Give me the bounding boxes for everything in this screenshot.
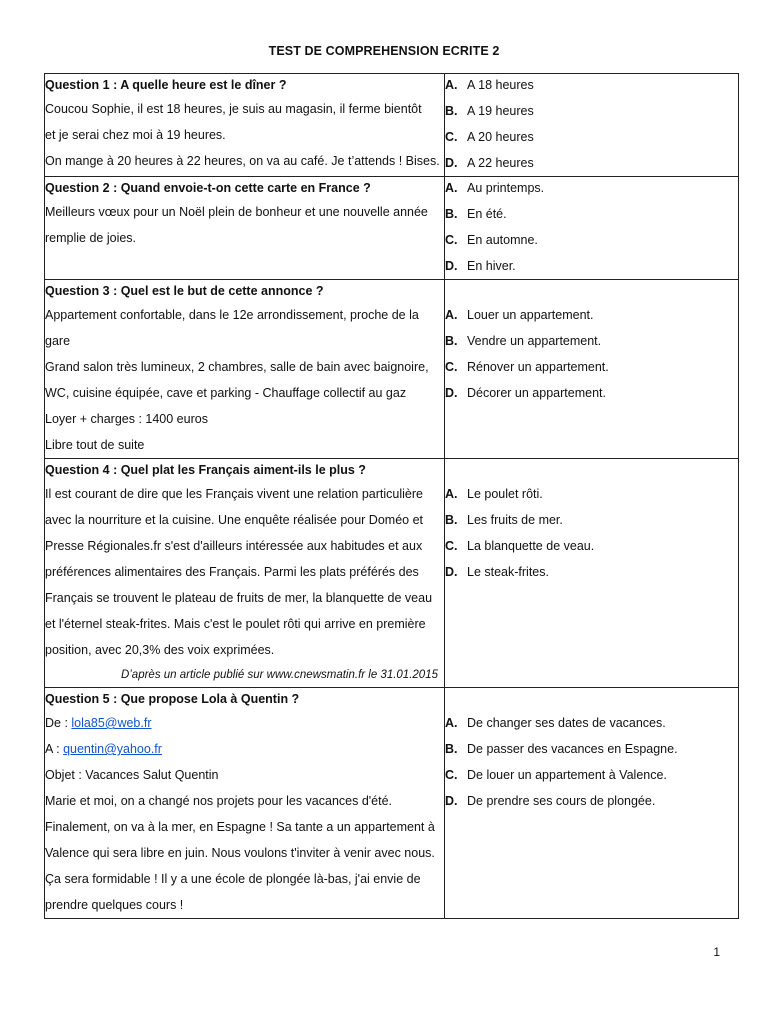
question-3-line: Grand salon très lumineux, 2 chambres, salle de bain avec baignoire, xyxy=(45,360,429,374)
option-letter: B. xyxy=(445,104,458,118)
option-letter: A. xyxy=(445,181,458,195)
question-5-line: Valence qui sera libre en juin. Nous voulons t'inviter à venir avec nous. xyxy=(45,846,435,860)
answer-option-5a[interactable] xyxy=(445,710,738,736)
option-text: Décorer un appartement. xyxy=(467,386,606,400)
question-4-line: préférences alimentaires des Français. Parmi les plats préférés des xyxy=(45,565,419,579)
question-2-options-cell xyxy=(445,177,739,280)
option-letter: C. xyxy=(445,768,458,782)
option-text: La blanquette de veau. xyxy=(467,539,595,553)
option-letter: D. xyxy=(445,259,458,273)
answer-option-3b[interactable] xyxy=(445,328,738,354)
option-letter: A. xyxy=(445,716,458,730)
question-1-line: On mange à 20 heures à 22 heures, on va au café. Je t’attends ! Bises. xyxy=(45,154,440,168)
option-letter: B. xyxy=(445,207,458,221)
email-to-label: A : xyxy=(45,742,64,756)
answer-option-4c[interactable] xyxy=(445,533,738,559)
option-letter: C. xyxy=(445,539,458,553)
option-text: Les fruits de mer. xyxy=(467,513,563,527)
page-title: TEST DE COMPREHENSION ECRITE 2 xyxy=(268,44,500,58)
option-letter: C. xyxy=(445,233,458,247)
sender-email-link[interactable]: lola85@web.fr xyxy=(71,716,152,730)
question-row-5 xyxy=(45,688,739,919)
question-1-line: Coucou Sophie, il est 18 heures, je suis au magasin, il ferme bientôt xyxy=(45,102,422,116)
question-2-line: Meilleurs vœux pour un Noël plein de bonheur et une nouvelle année xyxy=(45,205,428,219)
question-4-heading: Question 4 : Quel plat les Français aiment-ils le plus ? xyxy=(45,463,366,477)
option-letter: C. xyxy=(445,360,458,374)
question-4-line: avec la nourriture et la cuisine. Une enquête réalisée pour Doméo et xyxy=(45,513,423,527)
recipient-email-link[interactable]: quentin@yahoo.fr xyxy=(63,742,162,756)
question-4-line: position, avec 20,3% des voix exprimées. xyxy=(45,643,275,657)
option-text: Rénover un appartement. xyxy=(467,360,609,374)
option-text: A 20 heures xyxy=(467,130,534,144)
option-text: Louer un appartement. xyxy=(467,308,594,322)
question-2-heading: Question 2 : Quand envoie-t-on cette carte en France ? xyxy=(45,181,371,195)
question-4-line: Il est courant de dire que les Français vivent une relation particulière xyxy=(45,487,423,501)
answer-option-2c[interactable] xyxy=(445,227,738,253)
question-4-line: et l'éternel steak-frites. Mais c'est le poulet rôti qui arrive en première xyxy=(45,617,426,631)
option-text: De changer ses dates de vacances. xyxy=(467,716,666,730)
option-text: Le steak-frites. xyxy=(467,565,549,579)
question-5-line: Finalement, on va à la mer, en Espagne ! Sa tante a un appartement à xyxy=(45,820,435,834)
question-1-heading: Question 1 : A quelle heure est le dîner ? xyxy=(45,78,287,92)
email-to-line xyxy=(45,736,444,762)
question-5-line: Marie et moi, on a changé nos projets pour les vacances d'été. xyxy=(45,794,393,808)
option-text: A 22 heures xyxy=(467,156,534,170)
article-source: D’après un article publié sur www.cnewsmatin.fr le 31.01.2015 xyxy=(120,669,438,681)
option-letter: A. xyxy=(445,78,458,92)
question-3-line: Loyer + charges : 1400 euros xyxy=(45,412,208,426)
question-3-heading: Question 3 : Quel est le but de cette annonce ? xyxy=(45,284,324,298)
answer-option-5c[interactable] xyxy=(445,762,738,788)
question-3-line: WC, cuisine équipée, cave et parking - Chauffage collectif au gaz xyxy=(45,386,407,400)
option-letter: D. xyxy=(445,565,458,579)
question-5-text-cell xyxy=(45,688,445,919)
question-1-text-cell xyxy=(45,74,445,177)
question-1-line: et je serai chez moi à 19 heures. xyxy=(45,128,226,142)
answer-option-1c[interactable] xyxy=(445,124,738,150)
answer-option-1a[interactable] xyxy=(445,72,738,98)
question-4-text-cell xyxy=(45,459,445,688)
question-3-text-cell xyxy=(45,280,445,459)
page-number: 1 xyxy=(713,945,720,959)
option-text: De passer des vacances en Espagne. xyxy=(467,742,678,756)
answer-option-4b[interactable] xyxy=(445,507,738,533)
question-4-line: Presse Régionales.fr s'est d'ailleurs intéressée aux habitudes et aux xyxy=(45,539,423,553)
answer-option-3d[interactable] xyxy=(445,380,738,406)
option-text: Le poulet rôti. xyxy=(467,487,543,501)
option-text: A 18 heures xyxy=(467,78,534,92)
question-row-1 xyxy=(45,74,739,177)
option-letter: B. xyxy=(445,334,458,348)
option-text: De louer un appartement à Valence. xyxy=(467,768,667,782)
answer-option-4d[interactable] xyxy=(445,559,738,585)
option-letter: D. xyxy=(445,156,458,170)
option-text: Au printemps. xyxy=(467,181,545,195)
option-letter: D. xyxy=(445,794,458,808)
option-letter: C. xyxy=(445,130,458,144)
answer-option-1d[interactable] xyxy=(445,150,738,176)
option-letter: A. xyxy=(445,308,458,322)
option-text: En automne. xyxy=(467,233,538,247)
answer-option-1b[interactable] xyxy=(445,98,738,124)
option-letter: D. xyxy=(445,386,458,400)
answer-option-3c[interactable] xyxy=(445,354,738,380)
question-1-options-cell xyxy=(445,74,739,177)
option-letter: B. xyxy=(445,742,458,756)
answer-option-2d[interactable] xyxy=(445,253,738,279)
answer-option-5b[interactable] xyxy=(445,736,738,762)
answer-option-3a[interactable] xyxy=(445,302,738,328)
question-2-line: remplie de joies. xyxy=(45,231,137,245)
question-3-line: gare xyxy=(45,334,71,348)
answer-option-4a[interactable] xyxy=(445,481,738,507)
question-4-options-cell xyxy=(445,459,739,688)
option-text: Vendre un appartement. xyxy=(467,334,602,348)
question-5-line: Ça sera formidable ! Il y a une école de plongée là-bas, j'ai envie de xyxy=(45,872,421,886)
question-table xyxy=(44,73,739,919)
option-text: En été. xyxy=(467,207,507,221)
option-text: De prendre ses cours de plongée. xyxy=(467,794,656,808)
question-5-heading: Question 5 : Que propose Lola à Quentin ? xyxy=(45,692,300,706)
question-row-4 xyxy=(45,459,739,688)
email-from-line xyxy=(45,710,444,736)
answer-option-2a[interactable] xyxy=(445,175,738,201)
option-text: En hiver. xyxy=(467,259,516,273)
answer-option-5d[interactable] xyxy=(445,788,738,814)
option-letter: A. xyxy=(445,487,458,501)
email-from-label: De : xyxy=(45,716,72,730)
answer-option-2b[interactable] xyxy=(445,201,738,227)
question-5-options-cell xyxy=(445,688,739,919)
question-3-options-cell xyxy=(445,280,739,459)
option-letter: B. xyxy=(445,513,458,527)
question-5-line: prendre quelques cours ! xyxy=(45,898,184,912)
question-4-line: Français se trouvent le plateau de fruits de mer, la blanquette de veau xyxy=(45,591,433,605)
question-3-line: Libre tout de suite xyxy=(45,438,145,452)
email-subject: Objet : Vacances Salut Quentin xyxy=(45,768,219,782)
question-row-3 xyxy=(45,280,739,459)
option-text: A 19 heures xyxy=(467,104,534,118)
question-3-line: Appartement confortable, dans le 12e arrondissement, proche de la xyxy=(45,308,419,322)
question-2-text-cell xyxy=(45,177,445,280)
question-row-2 xyxy=(45,177,739,280)
